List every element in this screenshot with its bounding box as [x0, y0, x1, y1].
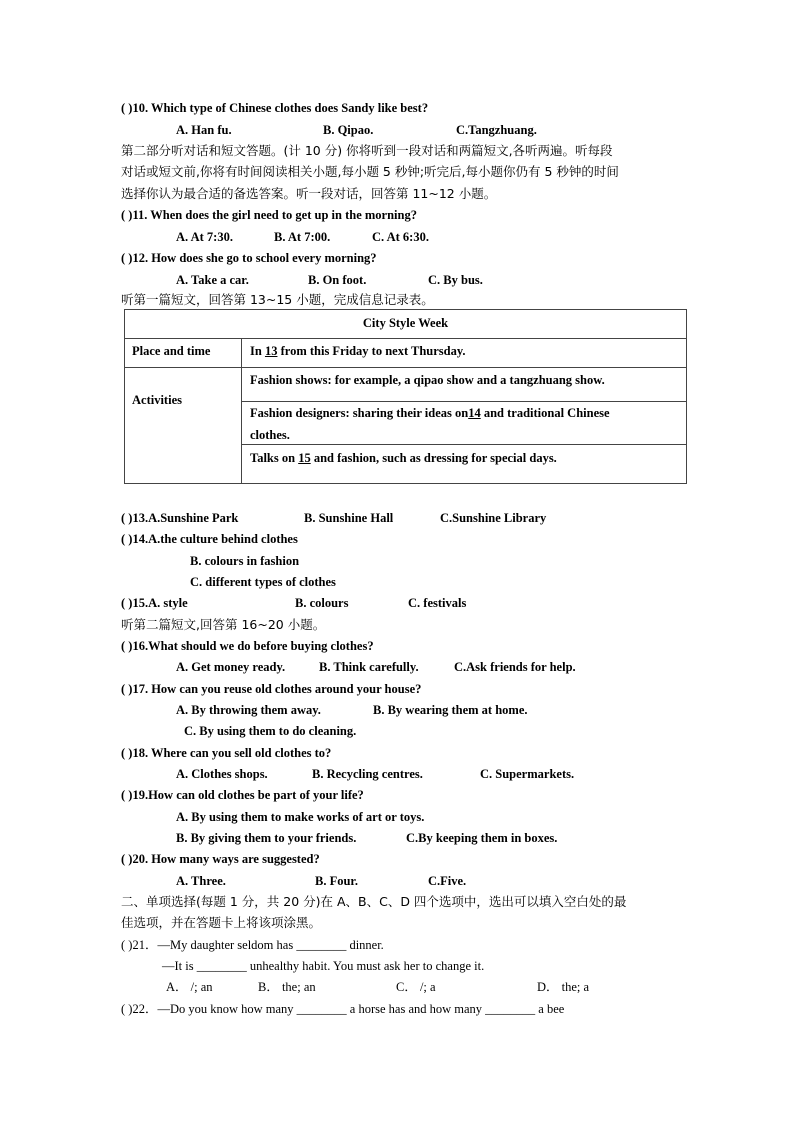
q18-option-b: B. Recycling centres.	[312, 767, 423, 781]
q10-option-c: C.Tangzhuang.	[456, 123, 537, 137]
activity-fashion-designers: Fashion designers: sharing their ideas on14 and traditional Chinese	[250, 406, 610, 420]
q12-option-a: A. Take a car.	[176, 273, 249, 287]
part2-instructions-line1: 第二部分听对话和短文答题。(计 10 分) 你将听到一段对话和两篇短文,各听两遍。听每段	[121, 143, 613, 158]
q10-option-a: A. Han fu.	[176, 123, 232, 137]
q11-option-c: C. At 6:30.	[372, 230, 429, 244]
q19-stem: ( )19.How can old clothes be part of your life?	[121, 788, 364, 802]
blank-15: 15	[298, 451, 311, 465]
q17-option-b: B. By wearing them at home.	[373, 703, 528, 717]
q21-stem: ( )21．—My daughter seldom has ________ dinner.	[121, 938, 384, 952]
passage1-intro: 听第一篇短文，回答第 13~15 小题，完成信息记录表。	[121, 292, 434, 307]
q15-option-c: C. festivals	[408, 596, 467, 610]
section2-instructions-line2: 佳选项，并在答题卡上将该项涂黑。	[121, 915, 322, 930]
q21-line2: —It is ________ unhealthy habit. You must ask her to change it.	[162, 959, 485, 973]
q18-option-a: A. Clothes shops.	[176, 767, 268, 781]
q17-option-a: A. By throwing them away.	[176, 703, 321, 717]
info-record-table	[124, 309, 687, 484]
activity-fashion-designers-line2: clothes.	[250, 428, 290, 442]
table-divider	[125, 367, 686, 368]
q12-stem: ( )12. How does she go to school every morning?	[121, 251, 377, 265]
q13-option-b: B. Sunshine Hall	[304, 511, 394, 525]
q19-option-a: A. By using them to make works of art or toys.	[176, 810, 425, 824]
q11-stem: ( )11. When does the girl need to get up in the morning?	[121, 208, 417, 222]
q21-option-b: B． the; an	[258, 980, 316, 994]
blank-14: 14	[468, 406, 481, 420]
activities-label: Activities	[132, 393, 182, 407]
q21-option-a: A． /; an	[166, 980, 213, 994]
q13-option-c: C.Sunshine Library	[440, 511, 547, 525]
q18-stem: ( )18. Where can you sell old clothes to?	[121, 746, 332, 760]
q10-stem: ( )10. Which type of Chinese clothes does Sandy like best?	[121, 101, 429, 115]
q17-stem: ( )17. How can you reuse old clothes around your house?	[121, 682, 422, 696]
q10-option-b: B. Qipao.	[323, 123, 374, 137]
q12-option-b: B. On foot.	[308, 273, 367, 287]
q15-stem: ( )15.A. style	[121, 596, 188, 610]
part2-instructions-line3: 选择你认为最合适的备选答案。听一段对话，回答第 11~12 小题。	[121, 186, 497, 201]
q20-option-b: B. Four.	[315, 874, 358, 888]
activity-talks: Talks on 15 and fashion, such as dressing for special days.	[250, 451, 557, 465]
q11-option-a: A. At 7:30.	[176, 230, 233, 244]
q19-option-b: B. By giving them to your friends.	[176, 831, 357, 845]
q16-option-b: B. Think carefully.	[319, 660, 419, 674]
q21-option-d: D． the; a	[537, 980, 590, 994]
q11-option-b: B. At 7:00.	[274, 230, 331, 244]
q20-option-c: C.Five.	[428, 874, 467, 888]
q18-option-c: C. Supermarkets.	[480, 767, 575, 781]
q22-stem: ( )22．—Do you know how many ________ a horse has and how many ________ a bee	[121, 1002, 565, 1016]
q21-option-c: C． /; a	[396, 980, 436, 994]
q14-option-b: B. colours in fashion	[190, 554, 300, 568]
q17-option-c: C. By using them to do cleaning.	[184, 724, 357, 738]
q20-stem: ( )20. How many ways are suggested?	[121, 852, 320, 866]
table-divider	[241, 338, 242, 483]
section2-instructions-line1: 二、单项选择(每题 1 分，共 20 分)在 A、B、C、D 四个选项中，选出可以填入空白处的最	[121, 894, 627, 909]
q12-option-c: C. By bus.	[428, 273, 483, 287]
q14-option-c: C. different types of clothes	[190, 575, 336, 589]
q13-stem: ( )13.A.Sunshine Park	[121, 511, 239, 525]
table-divider	[125, 338, 686, 339]
passage2-intro: 听第二篇短文,回答第 16~20 小题。	[121, 617, 326, 632]
q16-stem: ( )16.What should we do before buying clothes?	[121, 639, 374, 653]
place-time-label: Place and time	[132, 344, 211, 358]
table-title: City Style Week	[362, 316, 449, 330]
q16-option-c: C.Ask friends for help.	[454, 660, 576, 674]
q15-option-b: B. colours	[295, 596, 349, 610]
q20-option-a: A. Three.	[176, 874, 226, 888]
part2-instructions-line2: 对话或短文前,你将有时间阅读相关小题,每小题 5 秒钟;听完后,每小题你仍有 5 秒钟的时间	[121, 164, 619, 179]
q14-stem: ( )14.A.the culture behind clothes	[121, 532, 298, 546]
place-time-cell: In 13 from this Friday to next Thursday.	[250, 344, 466, 358]
q19-option-c: C.By keeping them in boxes.	[406, 831, 558, 845]
blank-13: 13	[264, 344, 278, 358]
activity-fashion-shows: Fashion shows: for example, a qipao show and a tangzhuang show.	[250, 373, 605, 387]
table-divider	[241, 444, 686, 445]
q16-option-a: A. Get money ready.	[176, 660, 286, 674]
